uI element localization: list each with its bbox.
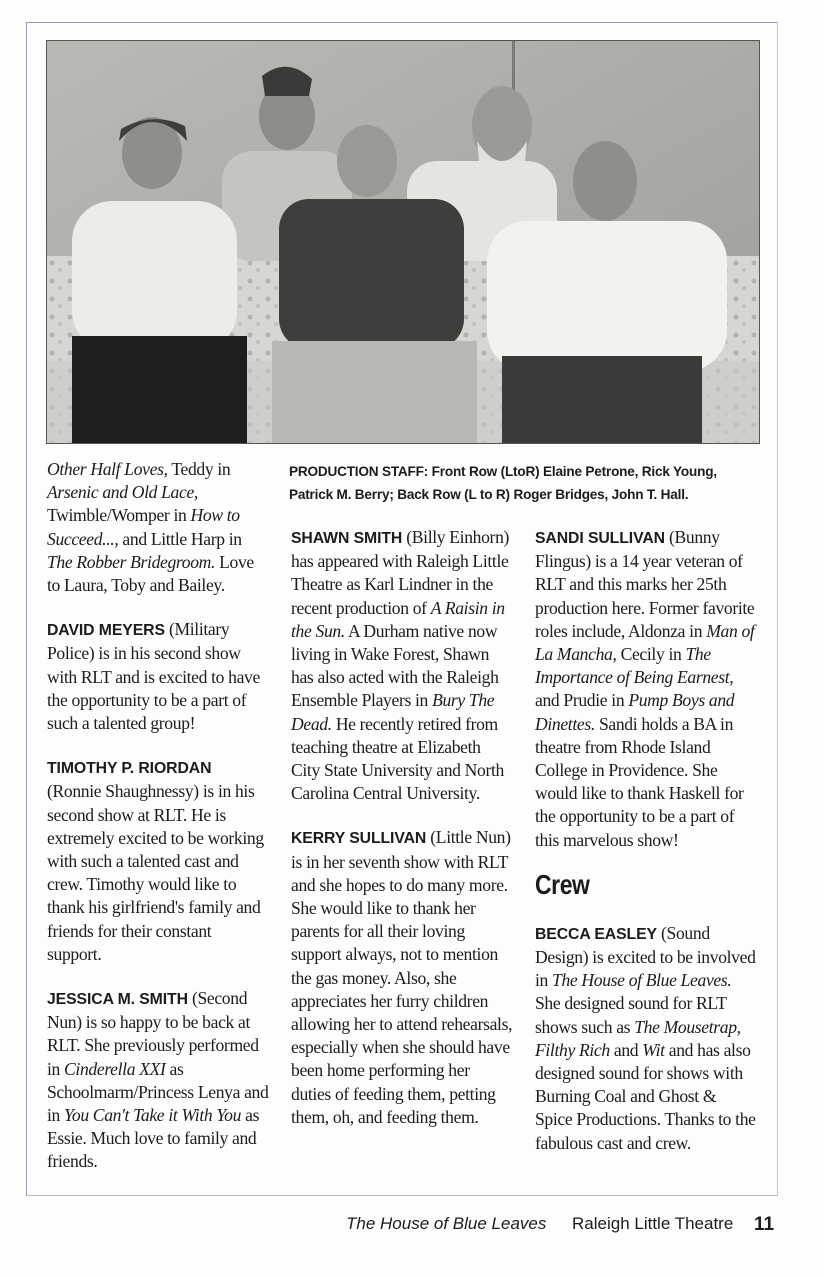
column-1 — [47, 458, 269, 1195]
footer-show-title: The House of Blue Leaves — [346, 1214, 547, 1233]
bio-timothy-riordan — [47, 756, 269, 966]
column-3 — [535, 526, 757, 1176]
bio-jessica-smith — [47, 987, 269, 1174]
bio-text: and — [609, 1039, 643, 1060]
title-italic: Man of La Mancha, — [535, 620, 755, 665]
bio-text: Teddy in — [167, 459, 231, 479]
title-italic: Cinderella XXI — [64, 1058, 166, 1079]
bio-text: (Billy Einhorn) has appeared with Raleigh Little Theatre as Karl Lindner in the recent production of — [291, 527, 510, 618]
bio-text: (Second Nun) is so happy to be back at RLT. She previously performed in — [47, 988, 259, 1079]
bio-text: Cecily in — [616, 644, 686, 665]
bio-name: SANDI SULLIVAN — [535, 530, 665, 547]
bio-text: and Little Harp in — [118, 528, 242, 549]
bio-text: He recently retired from teaching theatre at Elizabeth City State University and North Carolina Central University. — [291, 713, 504, 804]
bio-text: as Schoolmarm/Princess Lenya and in — [47, 1058, 269, 1126]
title-italic: Other Half Loves, — [47, 459, 168, 479]
bio-text: She designed sound for RLT shows such as — [535, 993, 727, 1037]
title-italic: Bury The Dead. — [291, 690, 495, 734]
bio-name: KERRY SULLIVAN — [291, 830, 427, 848]
bio-text: (Military Police) is in his second show with RLT and is excited to have the opportunity to be a part of such a talented group! — [47, 619, 260, 734]
title-italic: Pump Boys and Dinettes. — [535, 690, 735, 734]
bio-name: TIMOTHY P. RIORDAN — [47, 760, 212, 778]
title-italic: A Raisin in the Sun. — [291, 597, 505, 641]
bio-name: DAVID MEYERS — [47, 622, 165, 640]
bio-text: Love to Laura, Toby and Bailey. — [47, 551, 254, 596]
title-italic: Wit — [642, 1039, 665, 1060]
bio-text: (Bunny Flingus) is a 14 year veteran of RLT and this marks her 25th production here. Former favorite roles include, Aldonza in — [535, 527, 755, 641]
bio-name: JESSICA M. SMITH — [47, 991, 188, 1009]
title-italic: The Importance of Being Earnest, — [535, 644, 734, 688]
column-2 — [291, 526, 513, 1150]
production-staff-photo — [46, 40, 760, 444]
bio-david-meyers — [47, 618, 269, 735]
bio-text: as Essie. Much love to family and friends. — [47, 1105, 260, 1172]
bio-shawn-smith — [291, 526, 513, 805]
bio-text: Sandi holds a BA in theatre from Rhode Island College in Providence. She would like to thank Haskell for the opportunity to be a part of this marvelous show! — [535, 713, 744, 850]
bio-name: SHAWN SMITH — [291, 530, 403, 547]
bio-text: and has also designed sound for shows with Burning Coal and Ghost & Spice Productions. Thanks to the fabulous cast and crew. — [535, 1039, 756, 1153]
bio-name: BECCA EASLEY — [535, 925, 657, 943]
bio-text: and Prudie in — [535, 690, 629, 711]
title-italic: You Can't Take it With You — [64, 1105, 242, 1126]
crew-heading: Crew — [535, 868, 590, 900]
bio-becca-easley — [535, 922, 757, 1155]
bio-text: A Durham native now living in Wake Forest, Shawn has also acted with the Raleigh Ensemble Players in — [291, 620, 499, 711]
bio-sandi-sullivan — [535, 526, 757, 852]
bio-text: Twimble/Womper in — [47, 505, 191, 526]
title-italic: The Mousetrap, Filthy Rich — [535, 1016, 741, 1060]
photo-caption: PRODUCTION STAFF: Front Row (LtoR) Elaine Petrone, Rick Young, Patrick M. Berry; Back Row (L to R) Roger Bridges, John T. Hall. — [289, 464, 717, 502]
bio-text: (Sound Design) is excited to be involved in — [535, 922, 756, 991]
title-italic: How to Succeed..., — [47, 505, 240, 549]
page-number: 11 — [754, 1214, 775, 1235]
bio-text: (Ronnie Shaughnessy) is in his second show at RLT. He is extremely excited to be working with such a talented cast and crew. Timothy would like to thank his girlfriend's family and friends for their constant support. — [47, 781, 264, 964]
title-italic: The Robber Bridegroom. — [47, 551, 216, 572]
bio-continued — [47, 458, 269, 597]
footer-organization: Raleigh Little Theatre — [572, 1214, 734, 1233]
title-italic: Arsenic and Old Lace, — [47, 482, 198, 503]
bio-kerry-sullivan — [291, 826, 513, 1129]
title-italic: The House of Blue Leaves. — [552, 970, 732, 991]
bio-text: (Little Nun) is in her seventh show with RLT and she hopes to do many more. She would like to thank her parents for all their loving support always, not to mention the gas money. Also, she appreciates her furry children allowing her to attend rehearsals, especially when she should have been home performing her duties of feeding them, petting them, oh, and feeding them. — [291, 827, 513, 1127]
